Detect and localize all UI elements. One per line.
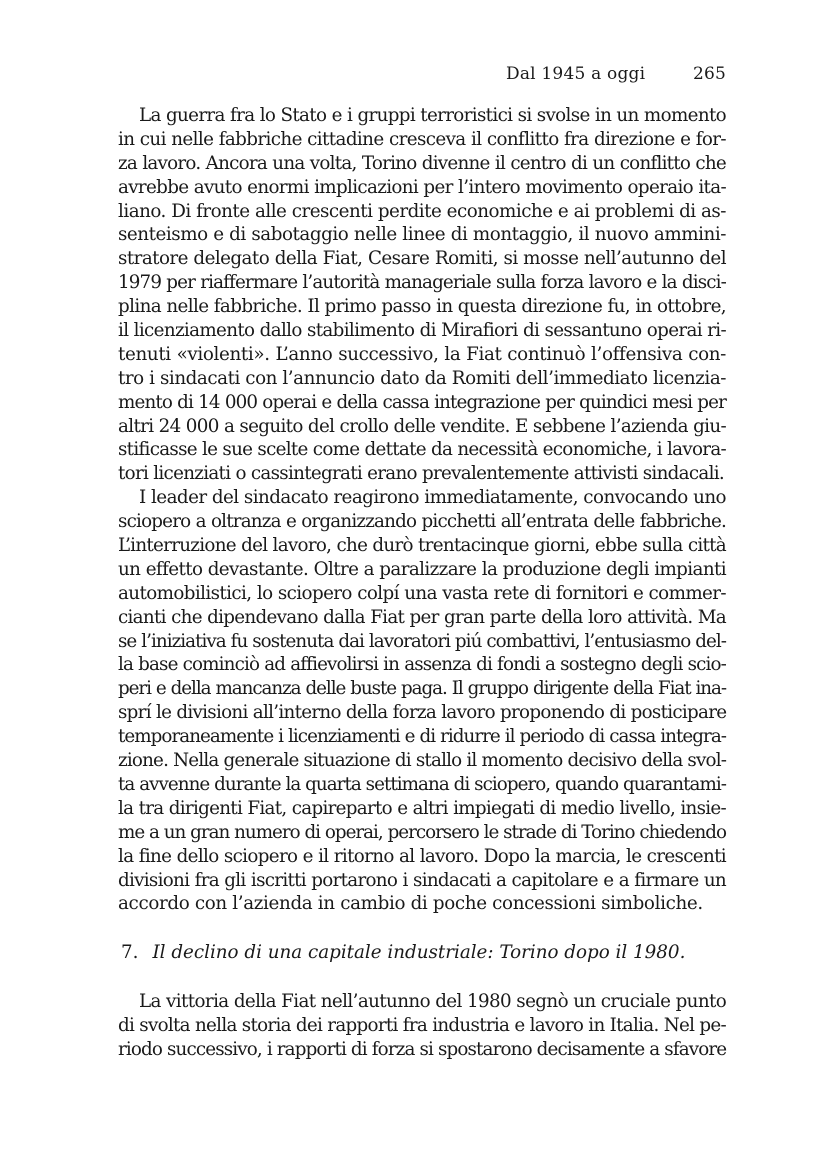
text-line: tori licenziati o cassintegrati erano prevalentemente attivisti sindacali. <box>118 463 724 485</box>
text-line: divisioni fra gli iscritti portarono i sindacati a capitolare e a firmare un <box>118 869 726 891</box>
section-number: 7. <box>121 942 139 963</box>
text-line: liano. Di fronte alle crescenti perdite economiche e ai problemi di as- <box>118 200 726 222</box>
text-line: me a un gran numero di operai, percorsero le strade di Torino chiedendo <box>118 821 726 843</box>
text-line: la base cominciò ad affievolirsi in assenza di fondi a sostegno degli scio- <box>118 654 726 676</box>
text-line: la tra dirigenti Fiat, capireparto e altri impiegati di medio livello, insie- <box>118 797 726 819</box>
paragraph-2 <box>118 486 726 916</box>
text-line: La guerra fra lo Stato e i gruppi terroristici si svolse in un momento <box>139 105 726 126</box>
text-line: zione. Nella generale situazione di stallo il momento decisivo della svol- <box>118 750 727 772</box>
text-line: automobilistici, lo sciopero colpí una vasta rete di fornitori e commer- <box>118 582 726 604</box>
text-line: plina nelle fabbriche. Il primo passo in questa direzione fu, in ottobre, <box>118 296 726 318</box>
text-line: tro i sindacati con l’annuncio dato da Romiti dell’immediato licenzia- <box>118 367 726 389</box>
text-line: za lavoro. Ancora una volta, Torino divenne il centro di un conflitto che <box>118 152 726 174</box>
text-line: sciopero a oltranza e organizzando picchetti all’entrata delle fabbriche. <box>118 511 726 533</box>
text-line: mento di 14 000 operai e della cassa integrazione per quindici mesi per <box>118 391 726 413</box>
text-line: La vittoria della Fiat nell’autunno del 1980 segnò un cruciale punto <box>139 991 727 1012</box>
body-text-continued <box>118 990 726 1062</box>
text-line: la fine dello sciopero e il ritorno al lavoro. Dopo la marcia, le crescenti <box>118 845 726 867</box>
text-line: ta avvenne durante la quarta settimana di sciopero, quando quarantami- <box>118 773 726 795</box>
text-line: cianti che dipendevano dalla Fiat per gran parte della loro attività. Ma <box>118 606 726 628</box>
text-line: peri e della mancanza delle buste paga. Il gruppo dirigente della Fiat ina- <box>118 678 726 700</box>
running-header <box>118 64 726 88</box>
text-line: 1979 per riaffermare l’autorità manageriale sulla forza lavoro e la disci- <box>118 272 726 294</box>
text-line: il licenziamento dallo stabilimento di Mirafiori di sessantuno operai ri- <box>118 320 726 342</box>
text-line: altri 24 000 a seguito del crollo delle vendite. E sebbene l’azienda giu- <box>118 415 726 437</box>
text-line: sprí le divisioni all’interno della forza lavoro proponendo di posticipare <box>118 702 727 724</box>
text-line: temporaneamente i licenziamenti e di ridurre il periodo di cassa integra- <box>118 726 726 748</box>
text-line: in cui nelle fabbriche cittadine cresceva il conflitto fra direzione e for- <box>118 128 726 150</box>
text-line: un effetto devastante. Oltre a paralizzare la produzione degli impianti <box>118 558 726 580</box>
text-line: senteismo e di sabotaggio nelle linee di montaggio, il nuovo ammini- <box>118 224 726 246</box>
text-line: tenuti «violenti». L’anno successivo, la Fiat continuò l’offensiva con- <box>118 343 726 365</box>
text-line: riodo successivo, i rapporti di forza si spostarono decisamente a sfavore <box>118 1038 727 1060</box>
text-line: se l’iniziativa fu sostenuta dai lavoratori piú combattivi, l’entusiasmo del- <box>118 630 726 652</box>
text-line: L’interruzione del lavoro, che durò trentacinque giorni, ebbe sulla città <box>118 535 726 557</box>
text-line: di svolta nella storia dei rapporti fra industria e lavoro in Italia. Nel pe- <box>118 1014 726 1036</box>
paragraph-1 <box>118 104 726 486</box>
body-text <box>118 104 726 916</box>
running-header-title: Dal 1945 a oggi <box>506 64 646 84</box>
section-title: Il declino di una capitale industriale: Torino dopo il 1980. <box>152 942 686 963</box>
text-line: stratore delegato della Fiat, Cesare Romiti, si mosse nell’autunno del <box>118 248 726 270</box>
text-line: stificasse le sue scelte come dettate da necessità economiche, i lavora- <box>118 439 726 461</box>
section-heading <box>118 940 726 966</box>
page-number: 265 <box>692 64 726 84</box>
text-line: I leader del sindacato reagirono immediatamente, convocando uno <box>139 487 726 509</box>
text-line: accordo con l’azienda in cambio di poche concessioni simboliche. <box>118 893 703 915</box>
text-line: avrebbe avuto enormi implicazioni per l’intero movimento operaio ita- <box>118 176 726 198</box>
paragraph-3 <box>118 990 726 1062</box>
